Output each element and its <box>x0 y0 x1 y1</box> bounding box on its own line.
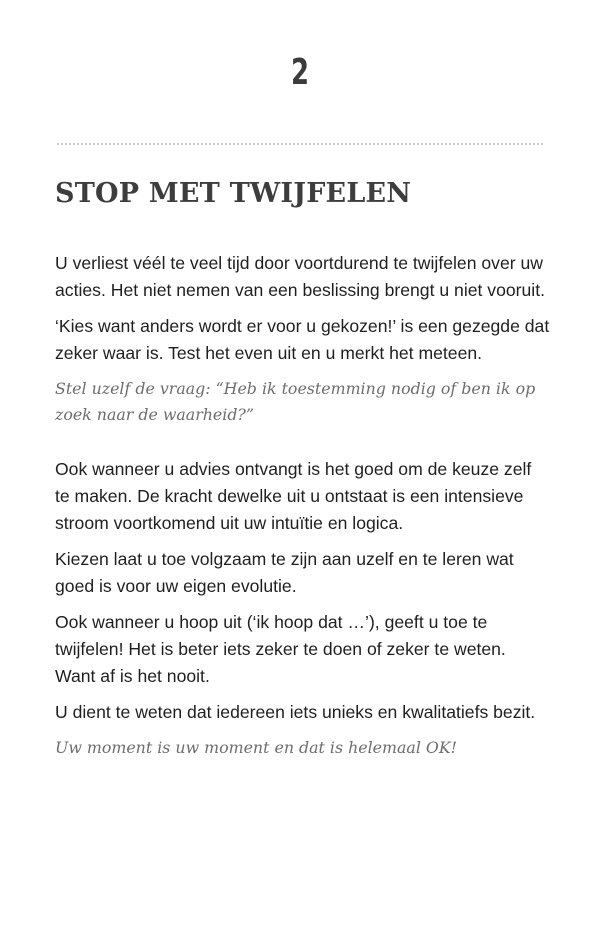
dotted-divider <box>57 143 543 145</box>
italic-quote: Stel uzelf de vraag: “Heb ik toestemming nodig of ben ik op zoek naar de waarheid?” <box>55 379 536 424</box>
chapter-body <box>55 250 550 761</box>
chapter-number: 2 <box>290 52 310 93</box>
body-paragraph: U verliest véél te veel tijd door voortdurend te twijfelen over uw acties. Het niet nemen van een beslissing brengt u niet vooruit. <box>55 253 545 300</box>
chapter-title: STOP MET TWIJFELEN <box>55 178 412 209</box>
body-paragraph: Kiezen laat u toe volgzaam te zijn aan uzelf en te leren wat goed is voor uw eigen evolutie. <box>55 549 514 596</box>
body-paragraph: ‘Kies want anders wordt er voor u gekozen!’ is een gezegde dat zeker waar is. Test het even uit en u merkt het meteen. <box>55 316 550 363</box>
body-paragraph: Ook wanneer u advies ontvangt is het goed om de keuze zelf te maken. De kracht dewelke uit u ontstaat is een intensieve stroom voortkomend uit uw intuïtie en logica. <box>55 459 532 533</box>
body-paragraph: Ook wanneer u hoop uit (‘ik hoop dat …’), geeft u toe te twijfelen! Het is beter iets zeker te doen of zeker te weten. Want af is het nooit. <box>55 612 506 686</box>
italic-quote: Uw moment is uw moment en dat is helemaal OK! <box>55 738 458 757</box>
body-paragraph: U dient te weten dat iedereen iets unieks en kwalitatiefs bezit. <box>55 702 536 722</box>
